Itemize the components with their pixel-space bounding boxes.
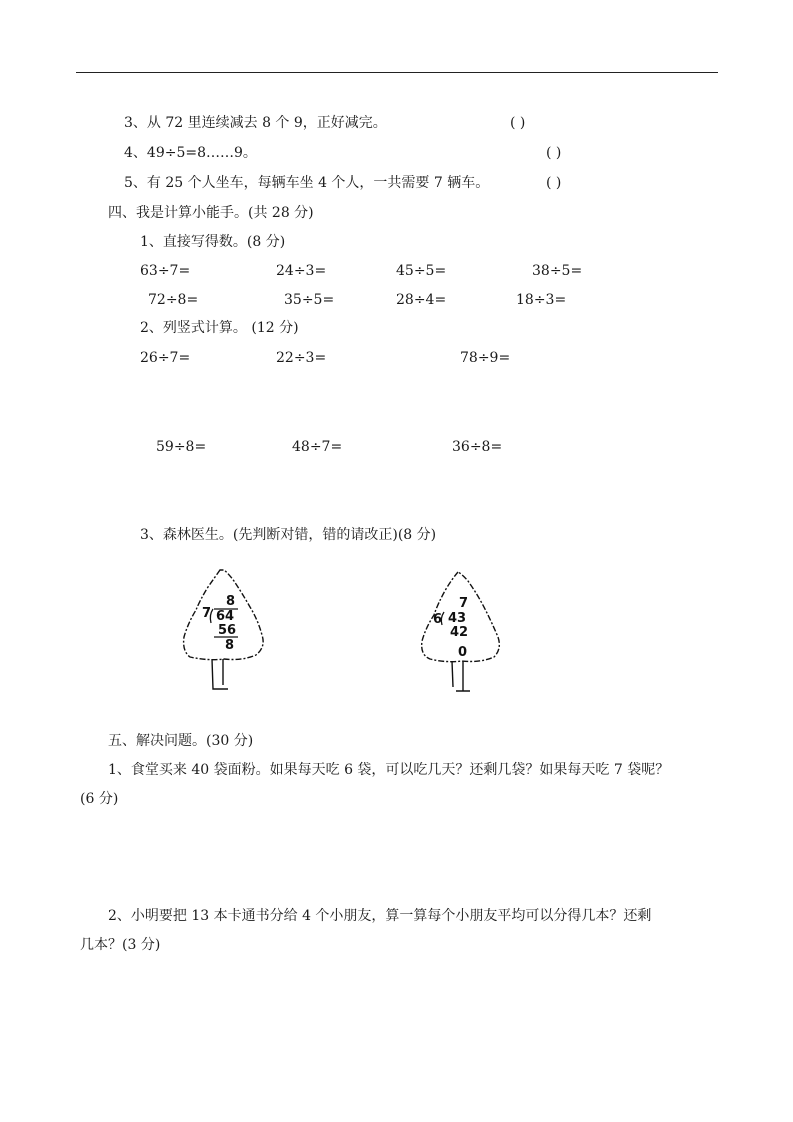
tree-diagram-2 xyxy=(416,565,506,695)
tree2-dividend: 43 xyxy=(448,611,467,626)
tree2-remainder: 0 xyxy=(458,645,468,660)
judge-item-5: 5、有 25 个人坐车，每辆车坐 4 个人，一共需要 7 辆车。 xyxy=(124,175,490,191)
tree2-divisor: 6 xyxy=(433,612,443,627)
judge-answer-paren-5[interactable]: ( ) xyxy=(546,175,562,191)
judge-item-3: 3、从 72 里连续减去 8 个 9，正好减完。 xyxy=(124,115,387,131)
vertical-calc-1: 26÷7= xyxy=(140,350,191,366)
tree1-dividend: 64 xyxy=(216,609,235,624)
oral-calc-6: 35÷5= xyxy=(284,292,335,308)
oral-calc-7: 28÷4= xyxy=(396,292,447,308)
vertical-calc-2: 22÷3= xyxy=(276,350,327,366)
part1-title: 1、直接写得数。(8 分) xyxy=(140,234,286,250)
oral-calc-1: 63÷7= xyxy=(140,263,191,279)
section4-title: 四、我是计算小能手。(共 28 分) xyxy=(108,205,314,221)
vertical-calc-5: 48÷7= xyxy=(292,439,343,455)
vertical-calc-4: 59÷8= xyxy=(156,439,207,455)
tree-diagram-1 xyxy=(180,565,270,695)
section5-title: 五、解决问题。(30 分) xyxy=(108,733,254,749)
tree1-divisor: 7 xyxy=(202,606,212,621)
oral-calc-5: 72÷8= xyxy=(148,292,199,308)
judge-item-4: 4、49÷5=8……9。 xyxy=(124,145,257,161)
problem2-text: 2、小明要把 13 本卡通书分给 4 个小朋友，算一算每个小朋友平均可以分得几本？还剩 xyxy=(108,908,652,924)
judge-answer-paren-3[interactable]: ( ) xyxy=(510,115,526,131)
part3-title: 3、森林医生。(先判断对错，错的请改正)(8 分) xyxy=(140,527,437,543)
part2-title: 2、列竖式计算。 (12 分) xyxy=(140,320,299,336)
oral-calc-4: 38÷5= xyxy=(532,263,583,279)
tree1-product: 56 xyxy=(218,623,237,638)
oral-calc-2: 24÷3= xyxy=(276,263,327,279)
tree2-quotient: 7 xyxy=(459,596,469,611)
vertical-calc-6: 36÷8= xyxy=(452,439,503,455)
oral-calc-8: 18÷3= xyxy=(516,292,567,308)
oral-calc-3: 45÷5= xyxy=(396,263,447,279)
tree1-quotient: 8 xyxy=(226,594,236,609)
tree1-remainder: 8 xyxy=(225,638,235,653)
vertical-calc-3: 78÷9= xyxy=(460,350,511,366)
tree2-product: 42 xyxy=(450,625,469,640)
problem1-score: (6 分) xyxy=(80,791,119,807)
header-rule xyxy=(76,72,718,73)
problem1-text: 1、食堂买来 40 袋面粉。如果每天吃 6 袋，可以吃几天？还剩几袋？如果每天吃 7 袋呢？ xyxy=(108,762,670,778)
judge-answer-paren-4[interactable]: ( ) xyxy=(546,145,562,161)
problem2-score: 几本？(3 分) xyxy=(80,937,161,953)
